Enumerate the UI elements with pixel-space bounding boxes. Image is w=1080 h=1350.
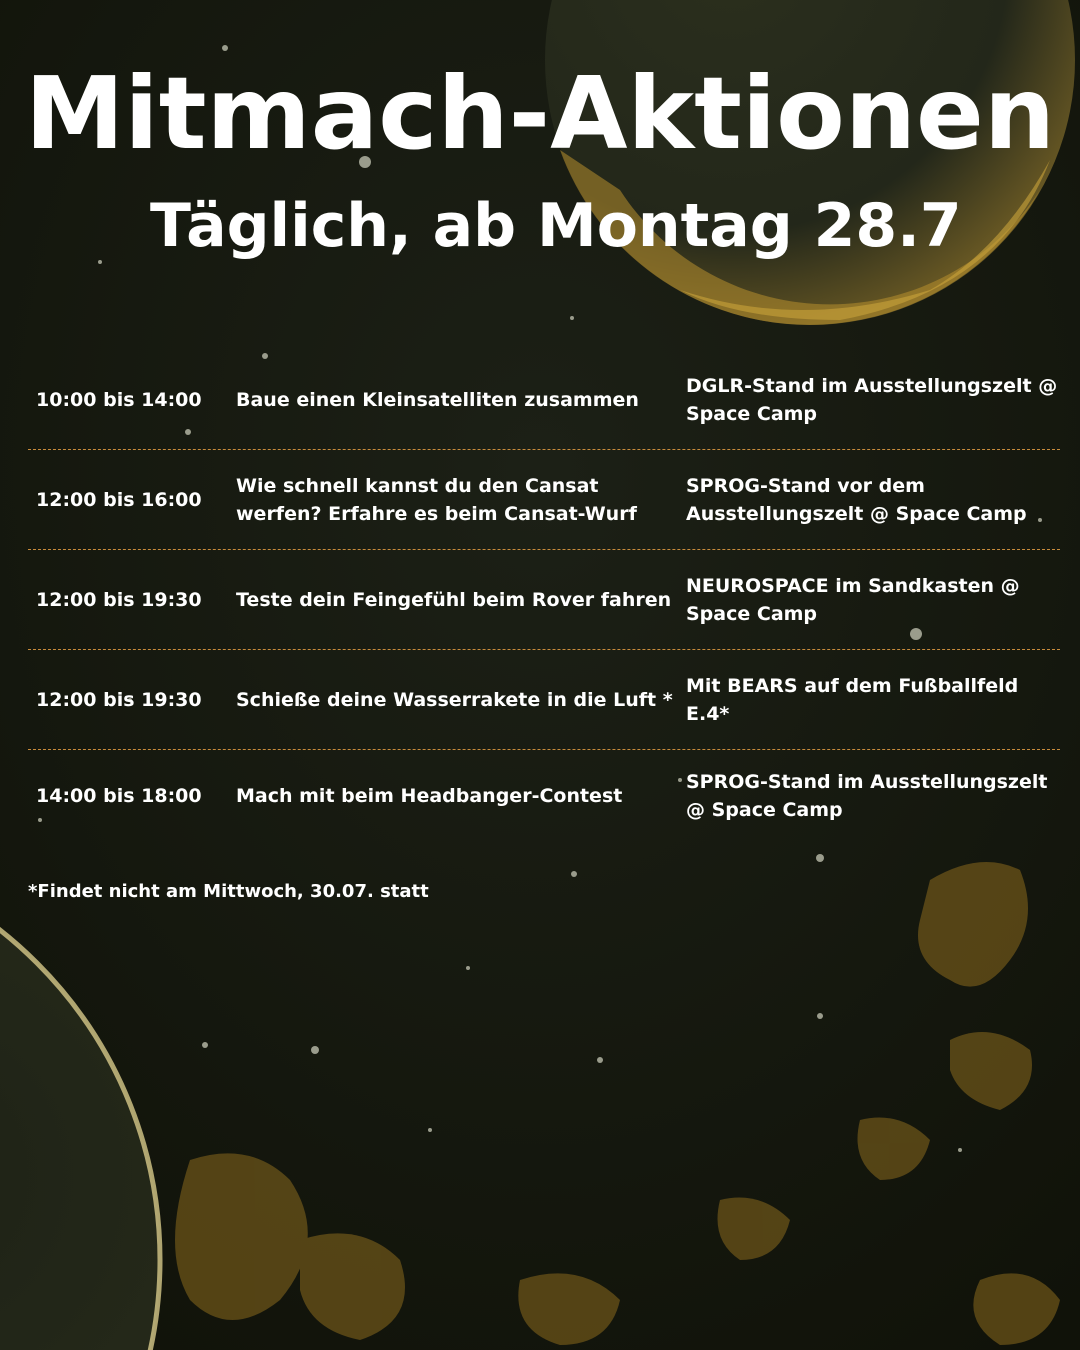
schedule-row bbox=[28, 550, 1060, 650]
schedule-place: Mit BEARS auf dem Fußballfeld E.4* bbox=[686, 674, 1019, 725]
schedule-row bbox=[28, 450, 1060, 550]
schedule-row bbox=[28, 350, 1060, 450]
footnote: *Findet nicht am Mittwoch, 30.07. statt bbox=[28, 881, 429, 902]
schedule-row bbox=[28, 750, 1060, 842]
schedule-time: 12:00 bis 19:30 bbox=[36, 588, 202, 611]
page-title: Mitmach-Aktionen bbox=[24, 55, 1056, 172]
schedule-place: SPROG-Stand im Ausstellungszelt @ Space Camp bbox=[686, 771, 1048, 821]
schedule-time: 10:00 bis 14:00 bbox=[36, 388, 202, 411]
schedule-activity: Wie schnell kannst du den Cansat werfen? Erfahre es beim Cansat-Wurf bbox=[236, 474, 637, 525]
schedule-place: DGLR-Stand im Ausstellungszelt @ Space Camp bbox=[686, 374, 1058, 425]
schedule-place: NEUROSPACE im Sandkasten @ Space Camp bbox=[686, 574, 1020, 625]
schedule-activity: Schieße deine Wasserrakete in die Luft * bbox=[236, 688, 673, 711]
schedule-activity: Mach mit beim Headbanger-Contest bbox=[236, 785, 623, 807]
schedule-activity: Baue einen Kleinsatelliten zusammen bbox=[236, 388, 639, 411]
schedule-place: SPROG-Stand vor dem Ausstellungszelt @ Space Camp bbox=[686, 474, 1027, 525]
schedule-time: 12:00 bis 19:30 bbox=[36, 688, 202, 711]
schedule-time: 12:00 bis 16:00 bbox=[36, 488, 202, 511]
schedule-row bbox=[28, 650, 1060, 750]
schedule-table bbox=[28, 350, 1060, 842]
page-subtitle: Täglich, ab Montag 28.7 bbox=[150, 191, 962, 261]
schedule-activity: Teste dein Feingefühl beim Rover fahren bbox=[236, 588, 672, 611]
schedule-time: 14:00 bis 18:00 bbox=[36, 785, 202, 807]
